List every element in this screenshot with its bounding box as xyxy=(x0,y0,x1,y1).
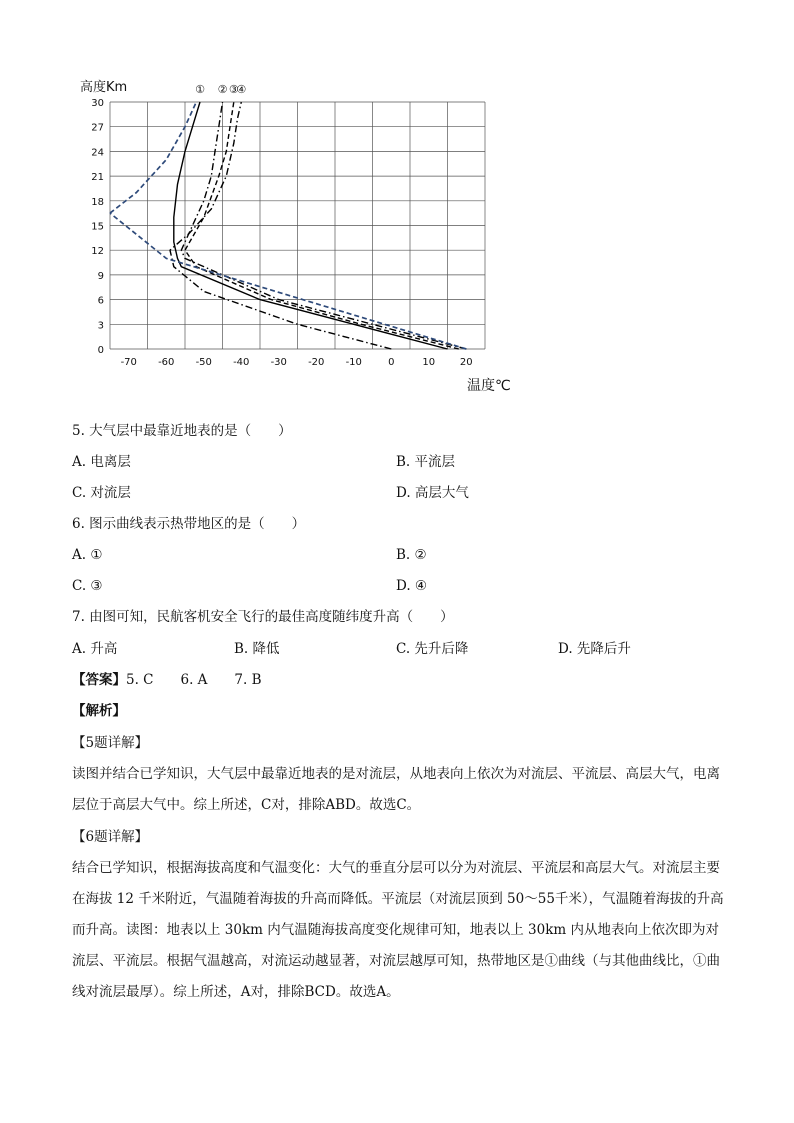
y-tick-label: 24 xyxy=(91,147,104,159)
detail-5-label: 【5题详解】 xyxy=(72,735,149,751)
series-label-4: ④ xyxy=(236,83,247,96)
x-tick-label: -10 xyxy=(345,357,362,368)
question-7-option-d: D. 先降后升 xyxy=(558,641,631,657)
x-tick-label: -70 xyxy=(120,357,137,368)
detail-6-text: 结合已学知识，根据海拔高度和气温变化：大气的垂直分层可以分为对流层、平流层和高层大气。对流层主要在海拔 12 千米附近，气温随着海拔的升高而降低。平流层（对流层顶到 50～55千米），气温随着海拔的升高而升高。读图：地表以上 30km 内气温随海拔高度变化规律可知，地表以上 30km 内从地表向上依次即为对流层、平流层。根据气温越高，对流运动越显著，对流层越厚可知，热带地区是①曲线（与其他曲线比，①曲线对流层最厚）。综上所述，A对，排除BCD。故选A。 xyxy=(72,860,724,1000)
y-tick-label: 21 xyxy=(91,172,104,184)
question-5-option-b: B. 平流层 xyxy=(396,454,456,470)
series-label-2: ② xyxy=(217,83,228,96)
y-tick-label: 18 xyxy=(91,196,104,208)
question-6-option-a: A. ① xyxy=(72,547,103,563)
x-axis-label: 温度℃ xyxy=(467,378,511,394)
x-tick-label: 20 xyxy=(459,357,473,368)
question-7-option-a: A. 升高 xyxy=(72,641,118,657)
y-tick-label: 30 xyxy=(91,98,104,109)
x-tick-label: -60 xyxy=(158,357,175,368)
y-tick-label: 12 xyxy=(91,246,104,258)
chart-svg xyxy=(70,76,540,396)
answer-text: 5. C 6. A 7. B xyxy=(126,672,262,688)
x-tick-label: 10 xyxy=(422,357,436,368)
question-5-option-a: A. 电离层 xyxy=(72,454,131,470)
detail-6-label: 【6题详解】 xyxy=(72,829,149,845)
y-tick-label: 27 xyxy=(91,122,104,134)
y-tick-label: 15 xyxy=(91,221,104,233)
y-axis-label: 高度Km xyxy=(80,80,128,95)
analysis-label: 【解析】 xyxy=(72,703,126,719)
x-tick-label: -50 xyxy=(195,357,212,368)
detail-5-text: 读图并结合已学知识，大气层中最靠近地表的是对流层，从地表向上依次为对流层、平流层、高层大气，电离层位于高层大气中。综上所述，C对，排除ABD。故选C。 xyxy=(72,766,720,813)
answer-label: 【答案】 xyxy=(72,672,126,688)
series-label-3: ③ xyxy=(228,83,239,96)
y-tick-label: 6 xyxy=(97,295,104,307)
question-6-stem: 6. 图示曲线表示热带地区的是（ ） xyxy=(72,516,306,532)
y-tick-label: 0 xyxy=(97,345,104,356)
x-tick-label: -20 xyxy=(308,357,325,368)
y-tick-label: 9 xyxy=(97,270,104,282)
question-6-option-c: C. ③ xyxy=(72,578,103,594)
question-5-option-d: D. 高层大气 xyxy=(396,485,469,501)
question-7-option-c: C. 先升后降 xyxy=(396,641,469,657)
question-5-stem: 5. 大气层中最靠近地表的是（ ） xyxy=(72,423,292,439)
answer-line xyxy=(72,671,262,689)
x-tick-label: 0 xyxy=(388,357,395,368)
series-line-5 xyxy=(110,213,466,349)
question-6-option-d: D. ④ xyxy=(396,578,428,594)
series-label-1: ① xyxy=(195,83,205,96)
y-tick-label: 3 xyxy=(97,320,104,332)
temperature-altitude-chart xyxy=(70,76,540,396)
question-7-stem: 7. 由图可知，民航客机安全飞行的最佳高度随纬度升高（ ） xyxy=(72,609,454,625)
x-tick-label: -30 xyxy=(270,357,287,368)
question-5-option-c: C. 对流层 xyxy=(72,485,131,501)
question-6-option-b: B. ② xyxy=(396,547,427,563)
x-tick-label: -40 xyxy=(233,357,250,368)
question-7-option-b: B. 降低 xyxy=(234,641,280,657)
